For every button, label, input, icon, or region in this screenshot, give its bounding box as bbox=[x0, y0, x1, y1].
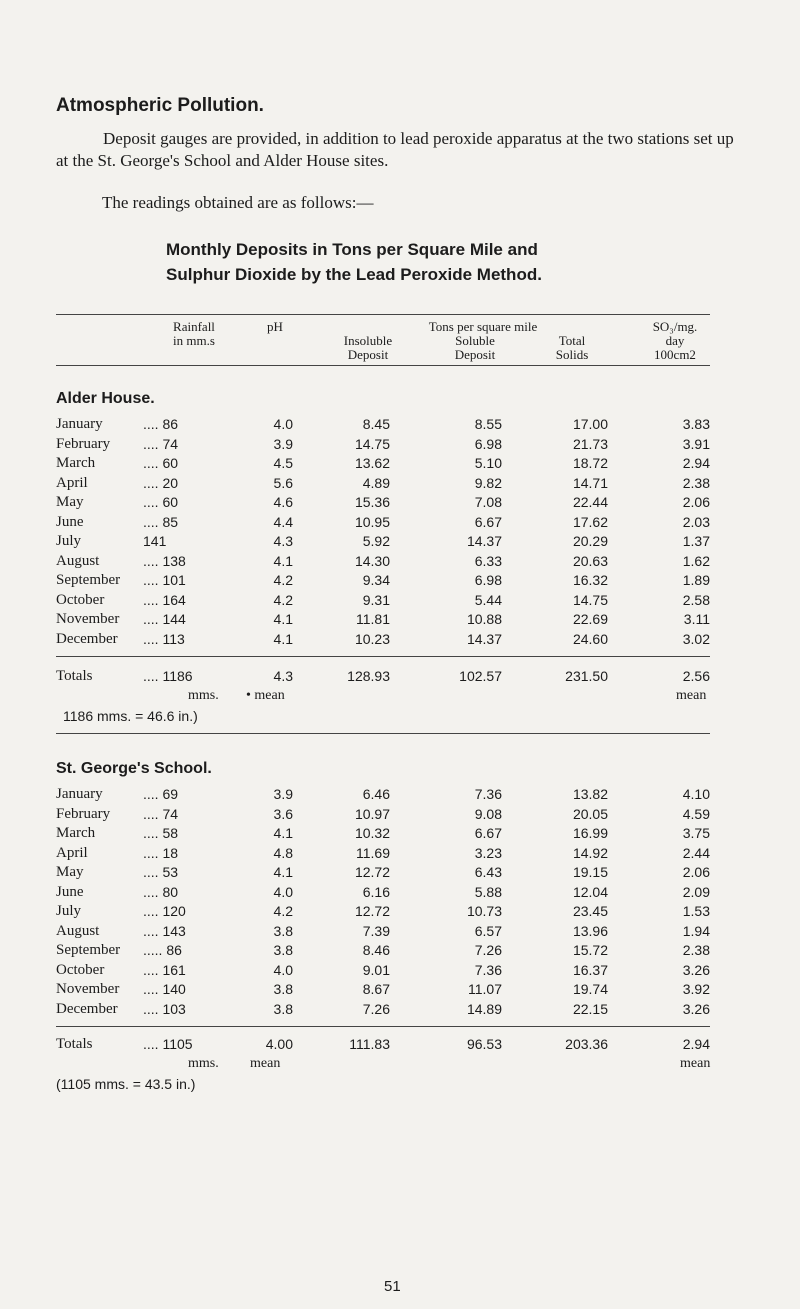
month-cell: November bbox=[56, 981, 120, 997]
table-row bbox=[0, 436, 800, 456]
rainfall-cell: .... 138 bbox=[143, 552, 186, 569]
total-cell: 22.69 bbox=[572, 611, 608, 627]
rainfall-cell: .... 143 bbox=[143, 922, 186, 939]
section-title-alder-house: Alder House. bbox=[56, 390, 155, 407]
so2-cell: 1.37 bbox=[682, 533, 710, 549]
table-row bbox=[0, 1001, 800, 1021]
total-cell: 19.74 bbox=[572, 981, 608, 997]
month-cell: November bbox=[56, 611, 120, 627]
so2-cell: 4.59 bbox=[682, 805, 710, 822]
ph-cell: 4.5 bbox=[273, 455, 293, 471]
st-georges-note-mean: mean bbox=[250, 1056, 281, 1071]
month-cell: August bbox=[56, 922, 100, 939]
rainfall-cell: .... 80 bbox=[143, 883, 179, 900]
month-cell: July bbox=[56, 903, 82, 919]
rainfall-cell: .... 20 bbox=[143, 474, 179, 491]
table-row bbox=[0, 825, 800, 845]
soluble-cell: 6.67 bbox=[474, 825, 502, 841]
total-cell: 22.15 bbox=[572, 1000, 608, 1017]
total-cell: 13.96 bbox=[572, 922, 608, 939]
insoluble-cell: 15.36 bbox=[354, 494, 390, 510]
soluble-cell: 14.37 bbox=[466, 630, 502, 647]
month-cell: March bbox=[56, 455, 96, 471]
insoluble-cell: 10.32 bbox=[354, 825, 390, 841]
alder-note-so2-mean: mean bbox=[676, 688, 707, 703]
soluble-cell: 10.88 bbox=[466, 611, 502, 627]
ph-cell: 4.3 bbox=[273, 533, 293, 549]
totals-soluble: 96.53 bbox=[466, 1036, 502, 1052]
rainfall-cell: .... 74 bbox=[143, 435, 179, 452]
insoluble-cell: 10.23 bbox=[354, 630, 390, 647]
soluble-cell: 6.67 bbox=[474, 513, 502, 530]
totals-ph: 4.3 bbox=[273, 668, 293, 684]
soluble-cell: 5.10 bbox=[474, 455, 502, 471]
month-cell: July bbox=[56, 533, 82, 549]
month-cell: April bbox=[56, 844, 88, 861]
month-cell: December bbox=[56, 1000, 118, 1017]
ph-cell: 4.1 bbox=[273, 825, 293, 841]
insoluble-cell: 8.45 bbox=[362, 416, 390, 432]
total-cell: 13.82 bbox=[572, 786, 608, 802]
so2-cell: 2.44 bbox=[682, 844, 710, 861]
so2-cell: 3.92 bbox=[682, 981, 710, 997]
rainfall-cell: .... 144 bbox=[143, 611, 186, 627]
st-georges-totals-row bbox=[0, 1036, 800, 1056]
month-cell: February bbox=[56, 805, 111, 822]
insoluble-cell: 9.34 bbox=[362, 572, 390, 588]
so2-cell: 3.91 bbox=[682, 435, 710, 452]
insoluble-cell: 9.31 bbox=[362, 591, 390, 608]
ph-cell: 4.1 bbox=[273, 630, 293, 647]
rainfall-cell: .... 60 bbox=[143, 455, 179, 471]
header-tons-group: Tons per square mile bbox=[428, 319, 538, 334]
total-cell: 20.05 bbox=[572, 805, 608, 822]
header-rainfall-unit: in mm.s bbox=[173, 333, 215, 348]
soluble-cell: 3.23 bbox=[474, 844, 502, 861]
month-cell: February bbox=[56, 435, 111, 452]
so2-cell: 3.26 bbox=[682, 1000, 710, 1017]
total-cell: 16.32 bbox=[572, 572, 608, 588]
insoluble-cell: 11.69 bbox=[356, 844, 390, 861]
soluble-cell: 10.73 bbox=[466, 903, 502, 919]
alder-note-units: mms. bbox=[188, 688, 219, 703]
total-cell: 17.62 bbox=[572, 513, 608, 530]
so2-cell: 2.38 bbox=[682, 942, 710, 958]
ph-cell: 4.2 bbox=[273, 572, 293, 588]
table-subtitle-line-1: Monthly Deposits in Tons per Square Mile and bbox=[166, 240, 538, 259]
ph-cell: 5.6 bbox=[273, 474, 293, 491]
st-georges-totals-footnote: (1105 mms. = 43.5 in.) bbox=[56, 1076, 196, 1092]
table-row bbox=[0, 631, 800, 651]
rainfall-cell: 141 bbox=[143, 533, 167, 549]
table-row bbox=[0, 942, 800, 962]
alder-totals-row bbox=[0, 668, 800, 688]
soluble-cell: 5.88 bbox=[474, 883, 502, 900]
soluble-cell: 6.98 bbox=[474, 435, 502, 452]
month-cell: January bbox=[56, 416, 103, 432]
soluble-cell: 9.82 bbox=[474, 474, 502, 491]
soluble-cell: 8.55 bbox=[474, 416, 502, 432]
insoluble-cell: 6.46 bbox=[362, 786, 390, 802]
soluble-cell: 7.08 bbox=[474, 494, 502, 510]
so2-cell: 1.89 bbox=[682, 572, 710, 588]
so2-cell: 3.02 bbox=[682, 630, 710, 647]
ph-cell: 3.8 bbox=[273, 922, 293, 939]
soluble-cell: 9.08 bbox=[474, 805, 502, 822]
rainfall-cell: .... 86 bbox=[143, 416, 179, 432]
total-cell: 23.45 bbox=[572, 903, 608, 919]
rainfall-cell: .... 101 bbox=[143, 572, 186, 588]
rainfall-cell: .... 53 bbox=[143, 864, 179, 880]
ph-cell: 3.8 bbox=[273, 942, 293, 958]
header-soluble-sub: Deposit bbox=[454, 347, 496, 362]
header-insoluble-sub: Deposit bbox=[347, 347, 389, 362]
ph-cell: 4.1 bbox=[273, 552, 293, 569]
table-row bbox=[0, 962, 800, 982]
rainfall-cell: .... 120 bbox=[143, 903, 186, 919]
month-cell: March bbox=[56, 825, 96, 841]
totals-label: Totals bbox=[56, 668, 93, 684]
ph-cell: 4.0 bbox=[273, 961, 293, 978]
ph-cell: 3.8 bbox=[273, 981, 293, 997]
so2-cell: 3.75 bbox=[682, 825, 710, 841]
so2-cell: 2.09 bbox=[682, 883, 710, 900]
header-rainfall: Rainfall bbox=[173, 319, 215, 334]
table-row bbox=[0, 416, 800, 436]
total-cell: 22.44 bbox=[572, 494, 608, 510]
rainfall-cell: .... 58 bbox=[143, 825, 179, 841]
table-row bbox=[0, 592, 800, 612]
month-cell: October bbox=[56, 591, 105, 608]
insoluble-cell: 6.16 bbox=[362, 883, 390, 900]
total-cell: 14.92 bbox=[572, 844, 608, 861]
header-insoluble: Insoluble bbox=[343, 333, 393, 348]
intro-paragraph: Deposit gauges are provided, in addition to lead peroxide apparatus at the two stations set up at the St. George's School and Alder House sites. bbox=[56, 129, 734, 170]
total-cell: 24.60 bbox=[572, 630, 608, 647]
so2-cell: 4.10 bbox=[682, 786, 710, 802]
totals-total: 203.36 bbox=[565, 1036, 608, 1052]
ph-cell: 3.8 bbox=[273, 1000, 293, 1017]
soluble-cell: 6.57 bbox=[474, 922, 502, 939]
month-cell: October bbox=[56, 961, 105, 978]
soluble-cell: 6.33 bbox=[474, 552, 502, 569]
ph-cell: 4.6 bbox=[273, 494, 293, 510]
so2-cell: 2.06 bbox=[682, 494, 710, 510]
insoluble-cell: 10.95 bbox=[354, 513, 390, 530]
table-row bbox=[0, 455, 800, 475]
insoluble-cell: 7.26 bbox=[362, 1000, 390, 1017]
month-cell: May bbox=[56, 864, 84, 880]
month-cell: September bbox=[56, 572, 121, 588]
totals-insoluble: 111.83 bbox=[349, 1036, 390, 1052]
month-cell: May bbox=[56, 494, 84, 510]
alder-totals-rule bbox=[56, 656, 710, 657]
rainfall-cell: .... 18 bbox=[143, 844, 179, 861]
header-so2-sub2: 100cm2 bbox=[654, 347, 696, 362]
insoluble-cell: 9.01 bbox=[362, 961, 390, 978]
insoluble-cell: 7.39 bbox=[362, 922, 390, 939]
totals-ph: 4.00 bbox=[265, 1036, 293, 1052]
table-row bbox=[0, 903, 800, 923]
section-separator-rule bbox=[56, 733, 710, 734]
page-title: Atmospheric Pollution. bbox=[56, 95, 264, 116]
so2-cell: 3.11 bbox=[683, 611, 710, 627]
soluble-cell: 14.37 bbox=[466, 533, 502, 549]
totals-rainfall: .... 1105 bbox=[143, 1036, 193, 1052]
soluble-cell: 6.98 bbox=[474, 572, 502, 588]
totals-insoluble: 128.93 bbox=[347, 668, 390, 684]
total-cell: 19.15 bbox=[572, 864, 608, 880]
so2-cell: 1.53 bbox=[682, 903, 710, 919]
header-total-sub: Solids bbox=[555, 347, 589, 362]
rainfall-cell: .... 74 bbox=[143, 805, 179, 822]
soluble-cell: 6.43 bbox=[474, 864, 502, 880]
header-so2-sub1: day bbox=[665, 333, 685, 348]
alder-totals-footnote: 1186 mms. = 46.6 in.) bbox=[63, 708, 198, 724]
soluble-cell: 5.44 bbox=[474, 591, 502, 608]
total-cell: 15.72 bbox=[572, 942, 608, 958]
ph-cell: 3.9 bbox=[273, 786, 293, 802]
month-cell: September bbox=[56, 942, 121, 958]
table-row bbox=[0, 572, 800, 592]
insoluble-cell: 8.46 bbox=[362, 942, 390, 958]
ph-cell: 4.1 bbox=[273, 611, 293, 627]
total-cell: 17.00 bbox=[572, 416, 608, 432]
month-cell: June bbox=[56, 513, 84, 530]
total-cell: 16.37 bbox=[572, 961, 608, 978]
insoluble-cell: 14.30 bbox=[354, 552, 390, 569]
so2-cell: 3.26 bbox=[682, 961, 710, 978]
table-row bbox=[0, 475, 800, 495]
month-cell: April bbox=[56, 474, 88, 491]
ph-cell: 4.2 bbox=[273, 903, 293, 919]
table-row bbox=[0, 923, 800, 943]
totals-rainfall: .... 1186 bbox=[143, 668, 193, 684]
totals-soluble: 102.57 bbox=[459, 668, 502, 684]
insoluble-cell: 4.89 bbox=[362, 474, 390, 491]
st-georges-totals-rule bbox=[56, 1026, 710, 1027]
rainfall-cell: .... 60 bbox=[143, 494, 179, 510]
st-georges-note-units: mms. bbox=[188, 1056, 219, 1071]
insoluble-cell: 11.81 bbox=[356, 611, 390, 627]
header-soluble: Soluble bbox=[455, 333, 495, 348]
month-cell: June bbox=[56, 883, 84, 900]
rainfall-cell: .... 140 bbox=[143, 981, 186, 997]
ph-cell: 4.0 bbox=[273, 883, 293, 900]
totals-so2: 2.94 bbox=[682, 1036, 710, 1052]
insoluble-cell: 10.97 bbox=[354, 805, 390, 822]
totals-so2: 2.56 bbox=[682, 668, 710, 684]
rainfall-cell: .... 103 bbox=[143, 1000, 186, 1017]
total-cell: 12.04 bbox=[572, 883, 608, 900]
st-georges-note-so2-mean: mean bbox=[680, 1056, 711, 1071]
totals-label: Totals bbox=[56, 1036, 93, 1052]
so2-cell: 1.94 bbox=[682, 922, 710, 939]
table-row bbox=[0, 981, 800, 1001]
total-cell: 20.29 bbox=[572, 533, 608, 549]
header-total: Total bbox=[558, 333, 586, 348]
rainfall-cell: .... 69 bbox=[143, 786, 179, 802]
so2-cell: 1.62 bbox=[682, 552, 710, 569]
table-row bbox=[0, 611, 800, 631]
header-so2: SO₃/mg. bbox=[652, 319, 698, 334]
table-row bbox=[0, 533, 800, 553]
insoluble-cell: 13.62 bbox=[354, 455, 390, 471]
month-cell: December bbox=[56, 630, 118, 647]
rainfall-cell: .... 85 bbox=[143, 513, 179, 530]
ph-cell: 3.6 bbox=[273, 805, 293, 822]
total-cell: 16.99 bbox=[572, 825, 608, 841]
so2-cell: 2.58 bbox=[682, 591, 710, 608]
header-top-rule bbox=[56, 314, 710, 315]
soluble-cell: 7.26 bbox=[474, 942, 502, 958]
rainfall-cell: .... 161 bbox=[143, 961, 186, 978]
totals-total: 231.50 bbox=[565, 668, 608, 684]
soluble-cell: 14.89 bbox=[466, 1000, 502, 1017]
ph-cell: 4.0 bbox=[273, 416, 293, 432]
total-cell: 18.72 bbox=[572, 455, 608, 471]
total-cell: 14.75 bbox=[572, 591, 608, 608]
soluble-cell: 11.07 bbox=[468, 981, 502, 997]
table-row bbox=[0, 845, 800, 865]
total-cell: 21.73 bbox=[572, 435, 608, 452]
table-subtitle-line-2: Sulphur Dioxide by the Lead Peroxide Method. bbox=[166, 265, 542, 284]
so2-cell: 2.03 bbox=[682, 513, 710, 530]
month-cell: August bbox=[56, 552, 100, 569]
ph-cell: 4.4 bbox=[273, 513, 293, 530]
soluble-cell: 7.36 bbox=[474, 961, 502, 978]
table-row bbox=[0, 786, 800, 806]
so2-cell: 2.38 bbox=[682, 474, 710, 491]
rainfall-cell: .... 164 bbox=[143, 591, 186, 608]
insoluble-cell: 8.67 bbox=[362, 981, 390, 997]
rainfall-cell: .... 113 bbox=[143, 630, 185, 647]
insoluble-cell: 12.72 bbox=[354, 903, 390, 919]
month-cell: January bbox=[56, 786, 103, 802]
header-bottom-rule bbox=[56, 365, 710, 366]
table-row bbox=[0, 884, 800, 904]
alder-note-mean: • mean bbox=[246, 688, 285, 703]
table-row bbox=[0, 494, 800, 514]
ph-cell: 4.1 bbox=[273, 864, 293, 880]
insoluble-cell: 14.75 bbox=[354, 435, 390, 452]
table-row bbox=[0, 553, 800, 573]
table-row bbox=[0, 864, 800, 884]
so2-cell: 2.06 bbox=[682, 864, 710, 880]
section-title-st-georges: St. George's School. bbox=[56, 760, 212, 777]
soluble-cell: 7.36 bbox=[474, 786, 502, 802]
insoluble-cell: 12.72 bbox=[354, 864, 390, 880]
total-cell: 14.71 bbox=[572, 474, 608, 491]
rainfall-cell: ..... 86 bbox=[143, 942, 182, 958]
insoluble-cell: 5.92 bbox=[362, 533, 390, 549]
ph-cell: 4.8 bbox=[273, 844, 293, 861]
header-ph: pH bbox=[267, 319, 283, 334]
ph-cell: 4.2 bbox=[273, 591, 293, 608]
table-row bbox=[0, 806, 800, 826]
readings-intro: The readings obtained are as follows:— bbox=[102, 193, 374, 212]
table-row bbox=[0, 514, 800, 534]
total-cell: 20.63 bbox=[572, 552, 608, 569]
ph-cell: 3.9 bbox=[273, 435, 293, 452]
so2-cell: 2.94 bbox=[682, 455, 710, 471]
so2-cell: 3.83 bbox=[682, 416, 710, 432]
page-number: 51 bbox=[384, 1278, 401, 1295]
